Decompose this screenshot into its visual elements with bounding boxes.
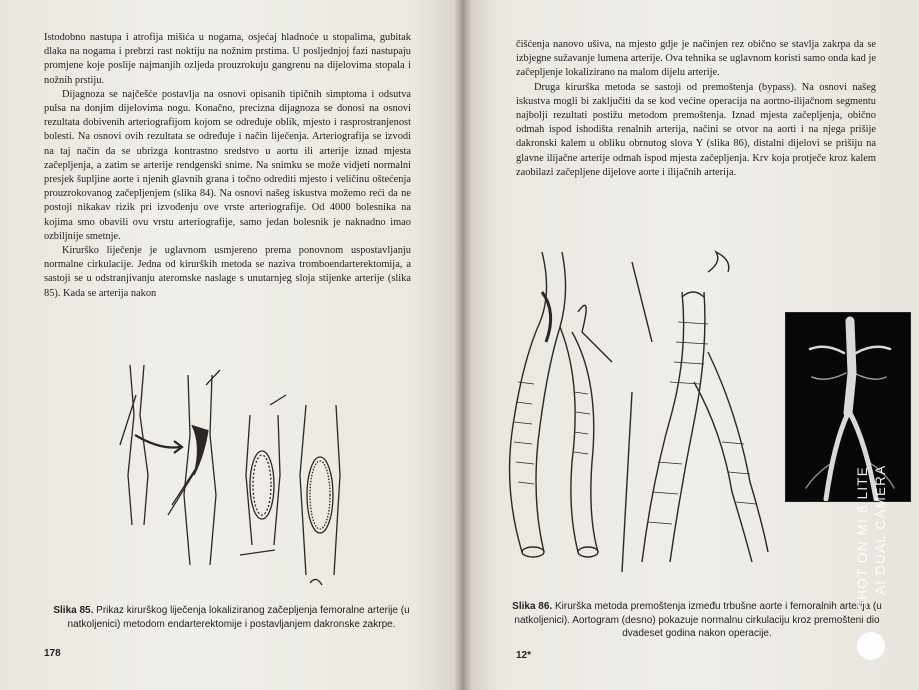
camera-watermark: [844, 425, 904, 615]
left-paragraph-2: Dijagnoza se najčešće postavlja na osnovi opisanih tipičnih simptoma i odsutva pulsa na donjim dijelovima nogu. Konačno, precizna dijagnoza se donosi na osnovi rezultata dobivenih arteriografijom kojom se određuje oblik, mjesto i rasprostranjenost bolesti. Na osnovi ovih rezultata se određuje i način liječenja. Arteriografija se izvodi na taj način da se ubrizga kontrastno sredstvo u aortu ili arterije iznad mjesta začepljenja, a zatim se arterije rendgenski snime. Na snimku se može vidjeti normalni presjek šupljine aorte i njenih glavnih grana i točno odrediti mjesto i veličinu oštećenja prouzrokovanog začepljenjem (slika 84). Na osnovi našeg iskustva možemo reći da ne postoji nikakav rizik pri izvođenju ove vrste arteriografije. Od 4000 bolesnika na kojima smo obavili ovu vrstu arteriografije, samo jedan bolesnik je naknadno imao ozbiljnije smetnje.: [44, 88, 411, 242]
watermark-line-1: SHOT ON MI 8 LITE: [855, 466, 870, 610]
figure-85-caption-label: Slika 85.: [53, 605, 94, 616]
figure-85-endarterectomy-illustration: [110, 355, 350, 595]
right-paragraph-1: čišćenja nanovo ušiva, na mjesto gdje je načinjen rez obično se stavlja zakrpa da se izbjegne sužavanje lumena arterije. Ova tehnika se uglavnom koristi samo onda kad je začepljenje lokalizirano na malom dijelu arterije.: [516, 39, 876, 79]
left-page-number: 178: [44, 648, 61, 659]
right-page-body: [516, 38, 876, 180]
watermark-line-2: AI DUAL CAMERA: [873, 464, 888, 595]
left-paragraph-1: Istodobno nastupa i atrofija mišića u nogama, osjećaj hladnoće u stopalima, gubitak dlaka na nogama i prebrzi rast noktiju na nožnim prstima. U posljednjoj fazi nastupaju promjene koje poslije najmanjih ozljeda prouzrokuju gangrenu na dijelovima stopala i nožnih prstiju.: [44, 32, 411, 86]
figure-86-caption: [508, 600, 886, 641]
figure-85-caption-text: Prikaz kirurškog liječenja lokaliziranog začepljenja femoralne arterije (u natkoljenici) metodom endarterektomije i postavljanjem dakronske zakrpe.: [67, 605, 410, 630]
left-paragraph-3: Kirurško liječenje je uglavnom usmjereno prema ponovnom uspostavljanju normalne cirkulacije. Jedna od kirurških metoda se naziva tromboendarterektomija, a sastoji se u odstranjivanju ateromske naslage s unutarnjeg sloja stijenke arterije (slika 85). Kada se arterija nakon: [44, 245, 411, 299]
book-spine-shadow: [454, 0, 472, 690]
figure-86-bypass-illustration: [482, 232, 782, 592]
figure-86-caption-label: Slika 86.: [512, 601, 553, 612]
right-paragraph-2: Druga kirurška metoda se sastoji od premoštenja (bypass). Na osnovi našeg iskustva mogli bi zaključiti da se kod većine operacija na aortno-ilijačnom segmentu najbolji rezultati postižu metodom premoštenja. Iznad mjesta začepljenja, obično odmah ispod ishodišta renalnih arterija, načini se otvor na aorti i na njega prišije dakronski kalem u obliku obrnutog slova Y (slika 86), distalni dijelovi se prišiju na glavne ilijačne arterije odmah ispod mjesta začepljenja. Krv koja protječe kroz kalem zaobilazi začepljene dijelove aorte i ilijačnih arterija.: [516, 81, 876, 178]
left-page-body: [44, 31, 411, 301]
figure-86-caption-text: Kirurška metoda premoštenja između trbušne aorte i femoralnih arterija (u natkoljenici). Aortogram (desno) pokazuje normalnu cirkulaciju kroz premošteni dio dvadeset godina nakon operacije.: [514, 601, 882, 640]
right-page-number: 12*: [516, 650, 532, 661]
figure-85-caption: [44, 604, 419, 631]
watermark-dot-icon: [857, 632, 885, 660]
